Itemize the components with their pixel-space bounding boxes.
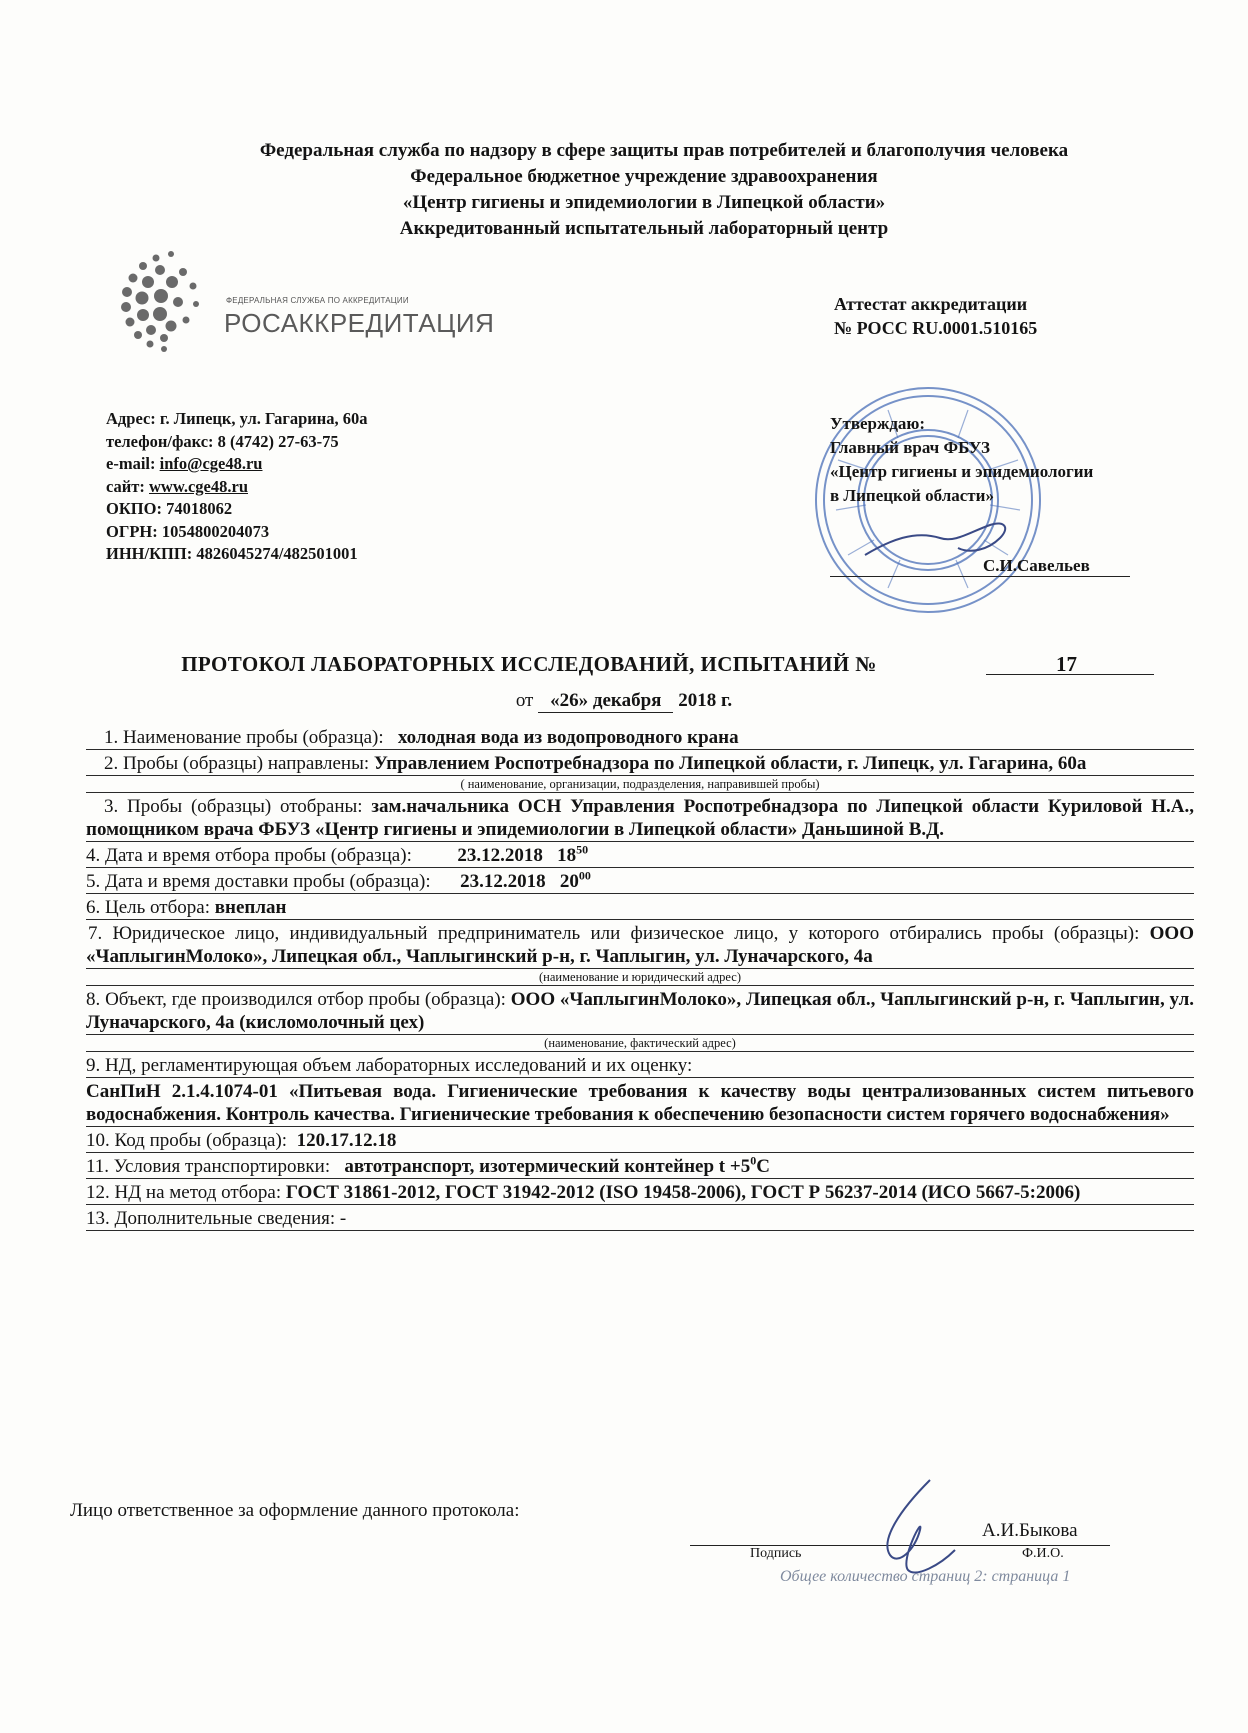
okpo: ОКПО: 74018062 xyxy=(106,499,233,518)
field-2-caption: ( наименование, организации, подразделения, направившей пробы) xyxy=(86,776,1194,793)
field-8 xyxy=(86,986,1194,1035)
site-label: сайт: xyxy=(106,476,150,496)
field-12 xyxy=(86,1179,1194,1205)
field-1-label: 1. Наименование пробы (образца): xyxy=(104,727,384,748)
sign-caption: Подпись xyxy=(750,1546,802,1561)
date-year: 2018 г. xyxy=(678,690,733,711)
field-11-label: 11. Условия транспортировки: xyxy=(86,1156,331,1177)
field-10-label: 10. Код пробы (образца): xyxy=(86,1130,288,1151)
accreditation-number: № РОСС RU.0001.510165 xyxy=(834,318,1038,338)
field-1-value: холодная вода из водопроводного крана xyxy=(397,727,739,748)
address: Адрес: г. Липецк, ул. Гагарина, 60а xyxy=(106,409,368,428)
approval-signer: С.И.Савельев xyxy=(983,556,1090,575)
org-header xyxy=(0,138,1248,242)
field-12-value: ГОСТ 31861-2012, ГОСТ 31942-2012 (ISO 19458-2006), ГОСТ Р 56237-2014 (ИСО 5667-5:2006) xyxy=(285,1182,1081,1203)
approval-line-3: «Центр гигиены и эпидемиологии xyxy=(830,462,1094,481)
protocol-fields xyxy=(86,724,1194,1231)
field-11-unit: С xyxy=(756,1156,770,1177)
responsible-name: А.И.Быкова xyxy=(982,1520,1078,1541)
approval-line-4: в Липецкой области» xyxy=(830,486,994,505)
field-6-value: внеплан xyxy=(214,897,287,918)
header-line-4: Аккредитованный испытательный лабораторный центр xyxy=(399,218,889,239)
logo-small-text: ФЕДЕРАЛЬНАЯ СЛУЖБА ПО АККРЕДИТАЦИИ xyxy=(226,296,409,305)
inn-kpp: ИНН/КПП: 4826045274/482501001 xyxy=(106,544,358,563)
field-10 xyxy=(86,1127,1194,1153)
protocol-title-text: ПРОТОКОЛ ЛАБОРАТОРНЫХ ИССЛЕДОВАНИЙ, ИСПЫТАНИЙ № xyxy=(181,652,877,676)
rosaccreditation-logo xyxy=(116,246,495,356)
page-count: Общее количество страниц 2: страница 1 xyxy=(780,1568,1071,1585)
field-4-min: 50 xyxy=(576,842,589,857)
field-13-value: - xyxy=(339,1208,347,1229)
contacts-block xyxy=(106,408,368,566)
ogrn: ОГРН: 1054800204073 xyxy=(106,521,270,541)
field-6 xyxy=(86,894,1194,920)
phone: телефон/факс: 8 (4742) 27-63-75 xyxy=(106,431,339,451)
responsible-label: Лицо ответственное за оформление данного протокола: xyxy=(70,1500,520,1521)
field-5 xyxy=(86,868,1194,894)
field-9-value: СанПиН 2.1.4.1074-01 «Питьевая вода. Гигиенические требования к качеству воды централизованных систем питьевого водоснабжения. Контроль качества. Гигиенические требования к обеспечению безопасности систем горячего водоснабжения» xyxy=(86,1078,1194,1127)
field-7-label: 7. Юридическое лицо, индивидуальный предприниматель или физическое лицо, у которого отбирались пробы (образцы): xyxy=(88,923,1140,944)
field-4-date: 23.12.2018 xyxy=(457,845,543,866)
field-7-value: ООО «ЧаплыгинМолоко», Липецкая обл., Чаплыгинский р-н, г. Чаплыгин, ул. Луначарского, 4а xyxy=(86,923,1194,967)
field-12-label: 12. НД на метод отбора: xyxy=(86,1182,282,1203)
field-8-caption: (наименование, фактический адрес) xyxy=(86,1035,1194,1052)
field-4 xyxy=(86,842,1194,868)
field-11-sup: 0 xyxy=(750,1153,757,1168)
field-3-label: 3. Пробы (образцы) отобраны: xyxy=(104,796,363,817)
field-5-label: 5. Дата и время доставки пробы (образца): xyxy=(86,871,431,892)
field-2-label: 2. Пробы (образцы) направлены: xyxy=(104,753,370,774)
field-13-label: 13. Дополнительные сведения: xyxy=(86,1208,336,1229)
field-9-label: 9. НД, регламентирующая объем лабораторных исследований и их оценку: xyxy=(86,1055,693,1076)
field-10-value: 120.17.12.18 xyxy=(296,1130,397,1151)
header-line-3: «Центр гигиены и эпидемиологии в Липецкой области» xyxy=(402,192,886,213)
field-2 xyxy=(86,750,1194,776)
date-day-month: «26» декабря xyxy=(538,690,673,713)
approval-line-2: Главный врач ФБУЗ xyxy=(830,438,990,457)
accreditation-line-1: Аттестат аккредитации xyxy=(834,294,1028,314)
field-3-value: зам.начальника ОСН Управления Роспотребнадзора по Липецкой области Куриловой Н.А., помощником врача ФБУЗ «Центр гигиены и эпидемиологии в Липецкой области» Даньшиной В.Д. xyxy=(86,796,1195,840)
approval-line-1: Утверждаю: xyxy=(830,414,926,433)
field-5-hour: 20 xyxy=(559,871,579,892)
field-1 xyxy=(86,724,1194,750)
email-link[interactable]: info@cge48.ru xyxy=(159,454,263,473)
date-prefix: от xyxy=(515,690,534,711)
field-6-label: 6. Цель отбора: xyxy=(86,897,210,918)
header-line-2: Федеральное бюджетное учреждение здравоохранения xyxy=(410,166,878,187)
email-row xyxy=(106,453,368,476)
approval-sign-line xyxy=(830,576,1130,577)
site-row xyxy=(106,476,368,499)
protocol-number: 17 xyxy=(1056,652,1077,676)
field-2-value: Управлением Роспотребнадзора по Липецкой области, г. Липецк, ул. Гагарина, 60а xyxy=(373,753,1087,774)
email-label: e-mail: xyxy=(106,454,160,473)
protocol-date xyxy=(0,690,1248,713)
field-8-label: 8. Объект, где производился отбор пробы (образца): xyxy=(86,989,506,1010)
fio-caption: Ф.И.О. xyxy=(1022,1546,1064,1561)
field-8-value: ООО «ЧаплыгинМолоко», Липецкая обл., Чаплыгинский р-н, г. Чаплыгин, ул. Луначарского, 4а (кисломолочный цех) xyxy=(86,989,1194,1033)
site-link[interactable]: www.cge48.ru xyxy=(149,476,248,496)
field-5-date: 23.12.2018 xyxy=(460,871,546,892)
field-13 xyxy=(86,1205,1194,1231)
logo-big-text: РОСАККРЕДИТАЦИЯ xyxy=(224,308,495,338)
field-4-hour: 18 xyxy=(557,845,577,866)
globe-grid-icon xyxy=(116,246,226,356)
field-3 xyxy=(86,793,1194,842)
field-11-value: автотранспорт, изотермический контейнер t +5 xyxy=(344,1156,751,1177)
field-7-caption: (наименование и юридический адрес) xyxy=(86,969,1194,986)
field-4-label: 4. Дата и время отбора пробы (образца): xyxy=(86,845,412,866)
field-7 xyxy=(86,920,1194,969)
field-11 xyxy=(86,1153,1194,1179)
header-line-1: Федеральная служба по надзору в сфере защиты прав потребителей и благополучия человека xyxy=(259,140,1069,161)
approval-block xyxy=(830,412,1093,508)
field-5-min: 00 xyxy=(578,868,591,883)
accreditation-block xyxy=(834,292,1037,340)
field-9 xyxy=(86,1052,1194,1078)
